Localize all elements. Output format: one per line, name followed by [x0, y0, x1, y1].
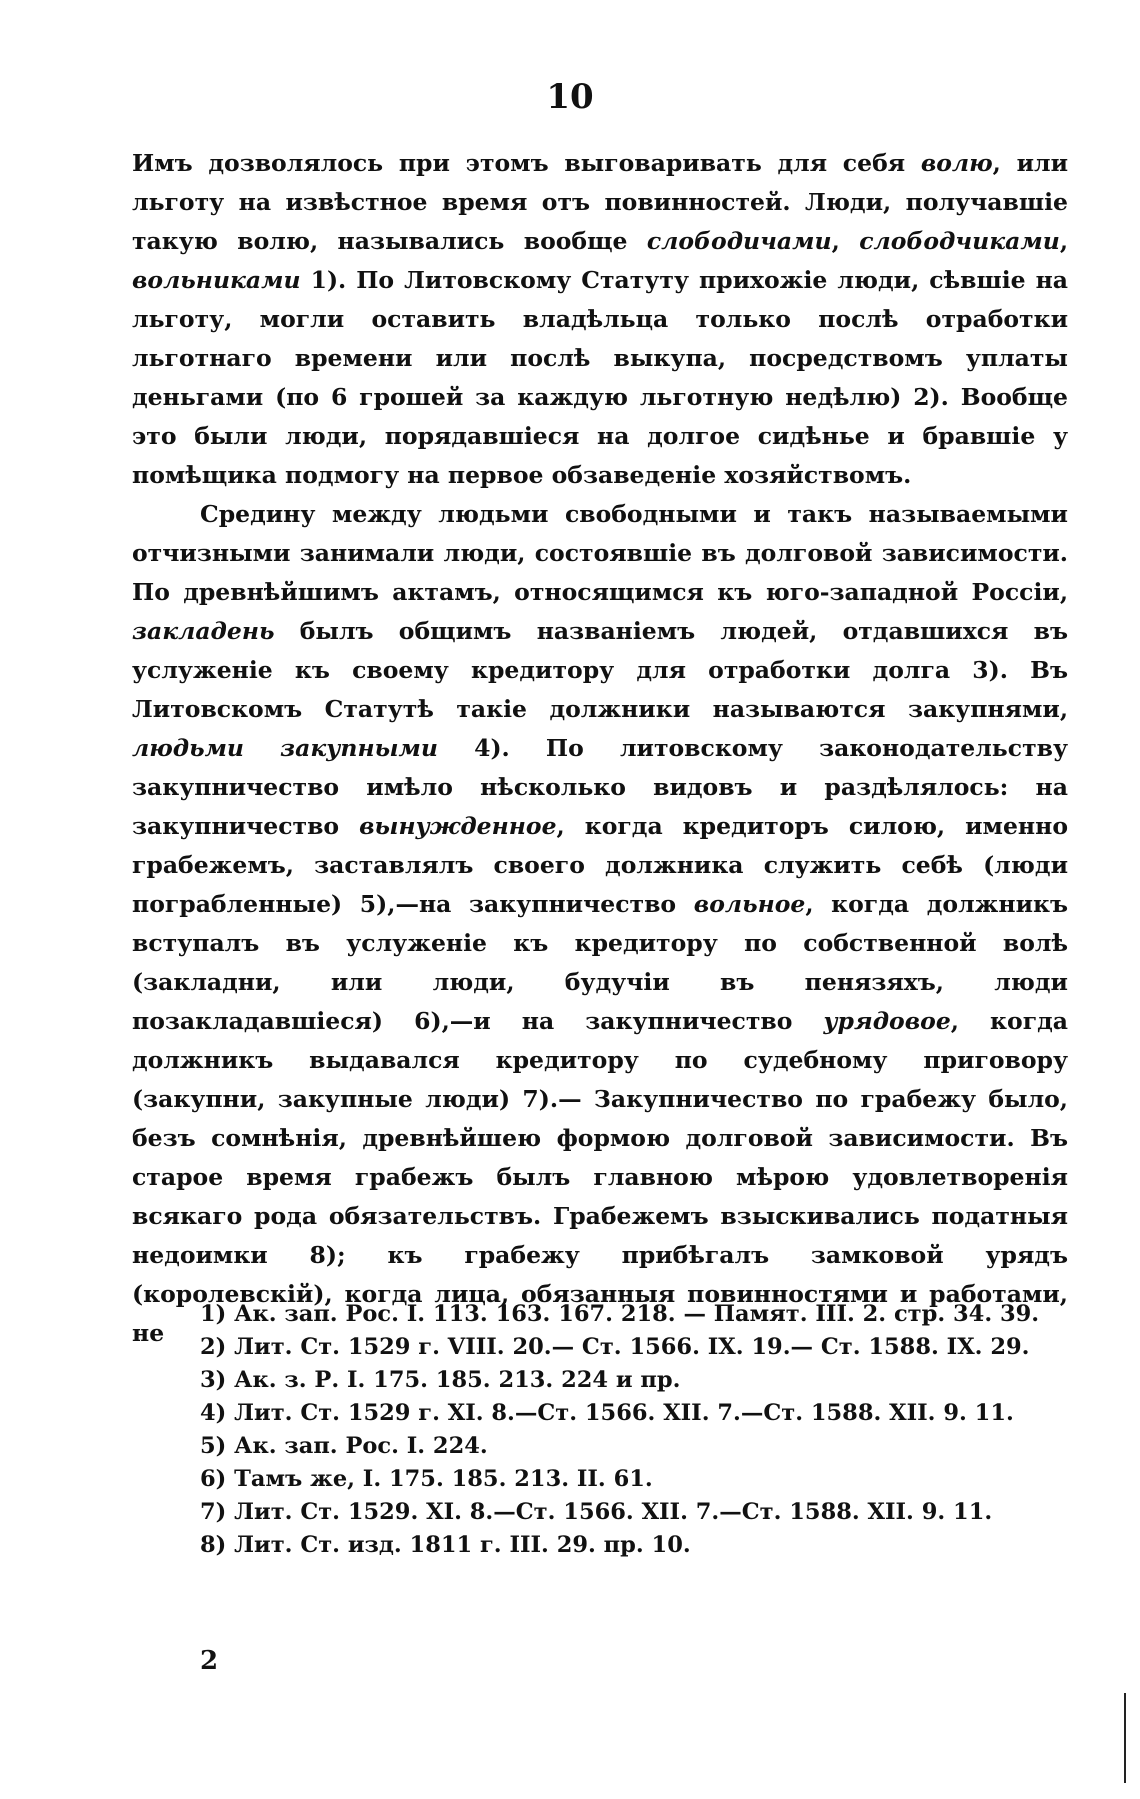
text-run: , — [1059, 227, 1068, 255]
text-run: Средину между людьми свободными и такъ называемыми отчизными занимали люди, состоявшіе въ долговой зависимости. По древнѣйшимъ актамъ, относящимся къ юго-западной Россіи, — [132, 500, 1068, 606]
text-run: 4). По литовскому законодательству закупничество имѣло нѣсколько видовъ и раздѣлялось: на закупничество — [132, 734, 1068, 840]
paragraph — [132, 144, 1068, 495]
footnote: 7) Лит. Ст. 1529. XI. 8.—Ст. 1566. XII. 7.—Ст. 1588. XII. 9. 11. — [200, 1499, 993, 1525]
emphasized-term: слободичами — [646, 227, 832, 255]
scan-margin-line — [1124, 1693, 1126, 1783]
emphasized-term: слободчиками — [859, 227, 1060, 255]
footnotes — [132, 1298, 1068, 1562]
signature-mark: 2 — [200, 1646, 219, 1676]
emphasized-term: вольное — [693, 890, 806, 918]
emphasized-term: волю — [920, 149, 993, 177]
text-run: 1). По Литовскому Статуту прихожіе люди, сѣвшіе на льготу, могли оставить владѣльца только послѣ отработки льготнаго времени или послѣ выкупа, посредствомъ уплаты деньгами (по 6 грошей за каждую льготную недѣлю) 2). Вообще это были люди, порядавшіеся на долгое сидѣнье и бравшіе у помѣщика подмогу на первое обзаведеніе хозяйствомъ. — [132, 266, 1068, 489]
emphasized-term: урядовое — [823, 1007, 951, 1035]
footnote: 8) Лит. Ст. изд. 1811 г. III. 29. пр. 10. — [200, 1532, 691, 1558]
page-number: 10 — [546, 77, 594, 117]
text-run: Имъ дозволялось при этомъ выговаривать для себя — [132, 149, 921, 177]
text-run: былъ общимъ названіемъ людей, отдавшихся въ услуженіе къ своему кредитору для отработки долга 3). Въ Литовскомъ Статутѣ такіе должники называются закупнями, — [132, 617, 1068, 723]
footnote: 1) Ак. зап. Рос. I. 113. 163. 167. 218. — Памят. III. 2. стр. 34. 39. — [200, 1301, 1040, 1327]
footnote: 4) Лит. Ст. 1529 г. XI. 8.—Ст. 1566. XII. 7.—Ст. 1588. XII. 9. 11. — [200, 1400, 1014, 1426]
footnote: 2) Лит. Ст. 1529 г. VIII. 20.— Ст. 1566. IX. 19.— Ст. 1588. IX. 29. — [200, 1334, 1030, 1360]
paragraph — [132, 495, 1068, 1353]
emphasized-term: людьми закупными — [132, 734, 438, 762]
emphasized-term: вынужденное — [359, 812, 557, 840]
footnote: 5) Ак. зап. Рос. I. 224. — [200, 1433, 488, 1459]
text-run: , — [831, 227, 860, 255]
emphasized-term: закладень — [132, 617, 275, 645]
text-run: , или льготу на извѣстное время отъ повинностей. Люди, получавшіе такую волю, назывались вообще — [132, 149, 1069, 255]
main-text — [132, 144, 1068, 1353]
text-run: , когда кредиторъ силою, именно грабежемъ, заставлялъ своего должника служить себѣ (люди пограбленные) 5),—на закупничество — [132, 812, 1068, 918]
emphasized-term: вольниками — [132, 266, 301, 294]
footnote: 3) Ак. з. Р. I. 175. 185. 213. 224 и пр. — [200, 1367, 681, 1393]
text-run: , когда должникъ выдавался кредитору по судебному приговору (закупни, закупные люди) 7).— Закупничество по грабежу было, безъ сомнѣнія, древнѣйшею формою долговой зависимости. Въ старое время грабежъ былъ главною мѣрою удовлетворенія всякаго рода обязательствъ. Грабежемъ взыскивались податныя недоимки 8); къ грабежу прибѣгалъ замковой урядъ (королевскій), когда лица, обязанныя повинностями и работами, не — [132, 1007, 1068, 1347]
text-run: , когда должникъ вступалъ въ услуженіе къ кредитору по собственной волѣ (закладни, или люди, будучіи въ пенязяхъ, люди позакладавшіеся) 6),—и на закупничество — [132, 890, 1069, 1035]
footnote: 6) Тамъ же, I. 175. 185. 213. II. 61. — [200, 1466, 653, 1492]
